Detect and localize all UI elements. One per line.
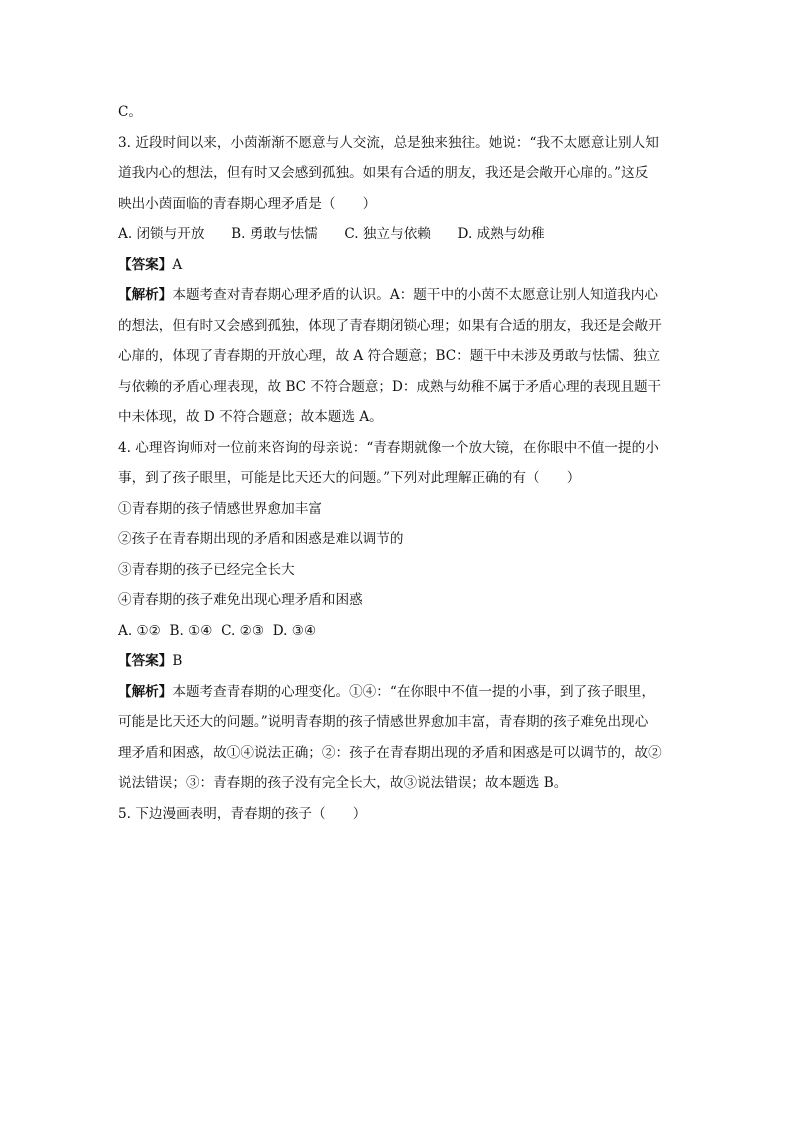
question-4-analysis-line: 可能是比天还大的问题。”说明青春期的孩子情感世界愈加丰富，青春期的孩子难免出现心 [118,714,649,730]
answer-label: 【答案】 [118,653,173,669]
question-3 [118,131,683,430]
question-3-options [118,222,683,246]
question-3-stem-line: 道我内心的想法，但有时又会感到孤独。如果有合适的朋友，我还是会敞开心扉的。”这反 [118,165,649,181]
question-4-statement: ③青春期的孩子已经完全长大 [118,561,295,578]
question-4-stem-line: 4. 心理咨询师对一位前来咨询的母亲说：“青春期就像一个放大镜，在你眼中不值一提的小 [118,439,659,456]
analysis-text: 本题考查青春期的心理变化。①④：“在你眼中不值一提的小事，到了孩子眼里， [172,683,656,700]
option-b: B. 勇敢与怯懦 [231,226,318,242]
analysis-label: 【解析】 [118,683,173,700]
option-a: A. 闭锁与开放 [118,226,205,242]
question-4-statement: ④青春期的孩子难免出现心理矛盾和困惑 [118,592,363,608]
previous-answer-tail: C。 [118,104,142,120]
question-3-answer [118,253,683,277]
question-3-analysis-line: 与依赖的矛盾心理表现，故 BC 不符合题意；D：成熟与幼稚不属于矛盾心理的表现且题干 [118,378,662,395]
question-5-stem-line: 5. 下边漫画表明，青春期的孩子（ ） [118,805,367,822]
document-page [118,100,683,826]
question-4-stem-line: 事，到了孩子眼里，可能是比天还大的问题。”下列对此理解正确的有（ ） [118,470,581,486]
question-3-stem-line: 3. 近段时间以来，小茵渐渐不愿意与人交流，总是独来独往。她说：“我不太愿意让别人知 [118,134,659,151]
question-4-statement: ②孩子在青春期出现的矛盾和困惑是难以调节的 [118,531,404,547]
question-4-analysis-line: 说法错误；③：青春期的孩子没有完全长大，故③说法错误；故本题选 B。 [118,775,568,791]
question-3-analysis-line: 中未体现，故 D 不符合题意；故本题选 A。 [118,409,383,425]
analysis-text: 本题考查对青春期心理矛盾的认识。A：题干中的小茵不太愿意让别人知道我内心 [172,287,658,303]
analysis-label: 【解析】 [118,287,173,303]
question-4-statement: ①青春期的孩子情感世界愈加丰富 [118,500,322,517]
question-4-answer [118,649,683,673]
question-3-stem-line: 映出小茵面临的青春期心理矛盾是（ ） [118,195,377,212]
question-3-analysis-line: 心扉的，体现了青春期的开放心理，故 A 符合题意；BC：题干中未涉及勇敢与怯懦、独立 [118,348,661,364]
question-3-analysis-line [118,283,683,307]
question-4-analysis-line: 理矛盾和困惑，故①④说法正确；②：孩子在青春期出现的矛盾和困惑是可以调节的，故② [118,744,662,761]
answer-label: 【答案】 [118,256,173,273]
question-5 [118,802,683,826]
question-4-options: A. ①② B. ①④ C. ②③ D. ③④ [118,622,317,639]
answer-value: B [172,653,183,669]
option-c: C. 独立与依赖 [344,226,431,242]
option-d: D. 成熟与幼稚 [457,226,545,242]
question-3-analysis-line: 的想法，但有时又会感到孤独，体现了青春期闭锁心理；如果有合适的朋友，我还是会敞开 [118,317,662,334]
answer-value: A [172,256,183,273]
question-4-analysis-line [118,680,683,704]
question-4 [118,436,683,796]
